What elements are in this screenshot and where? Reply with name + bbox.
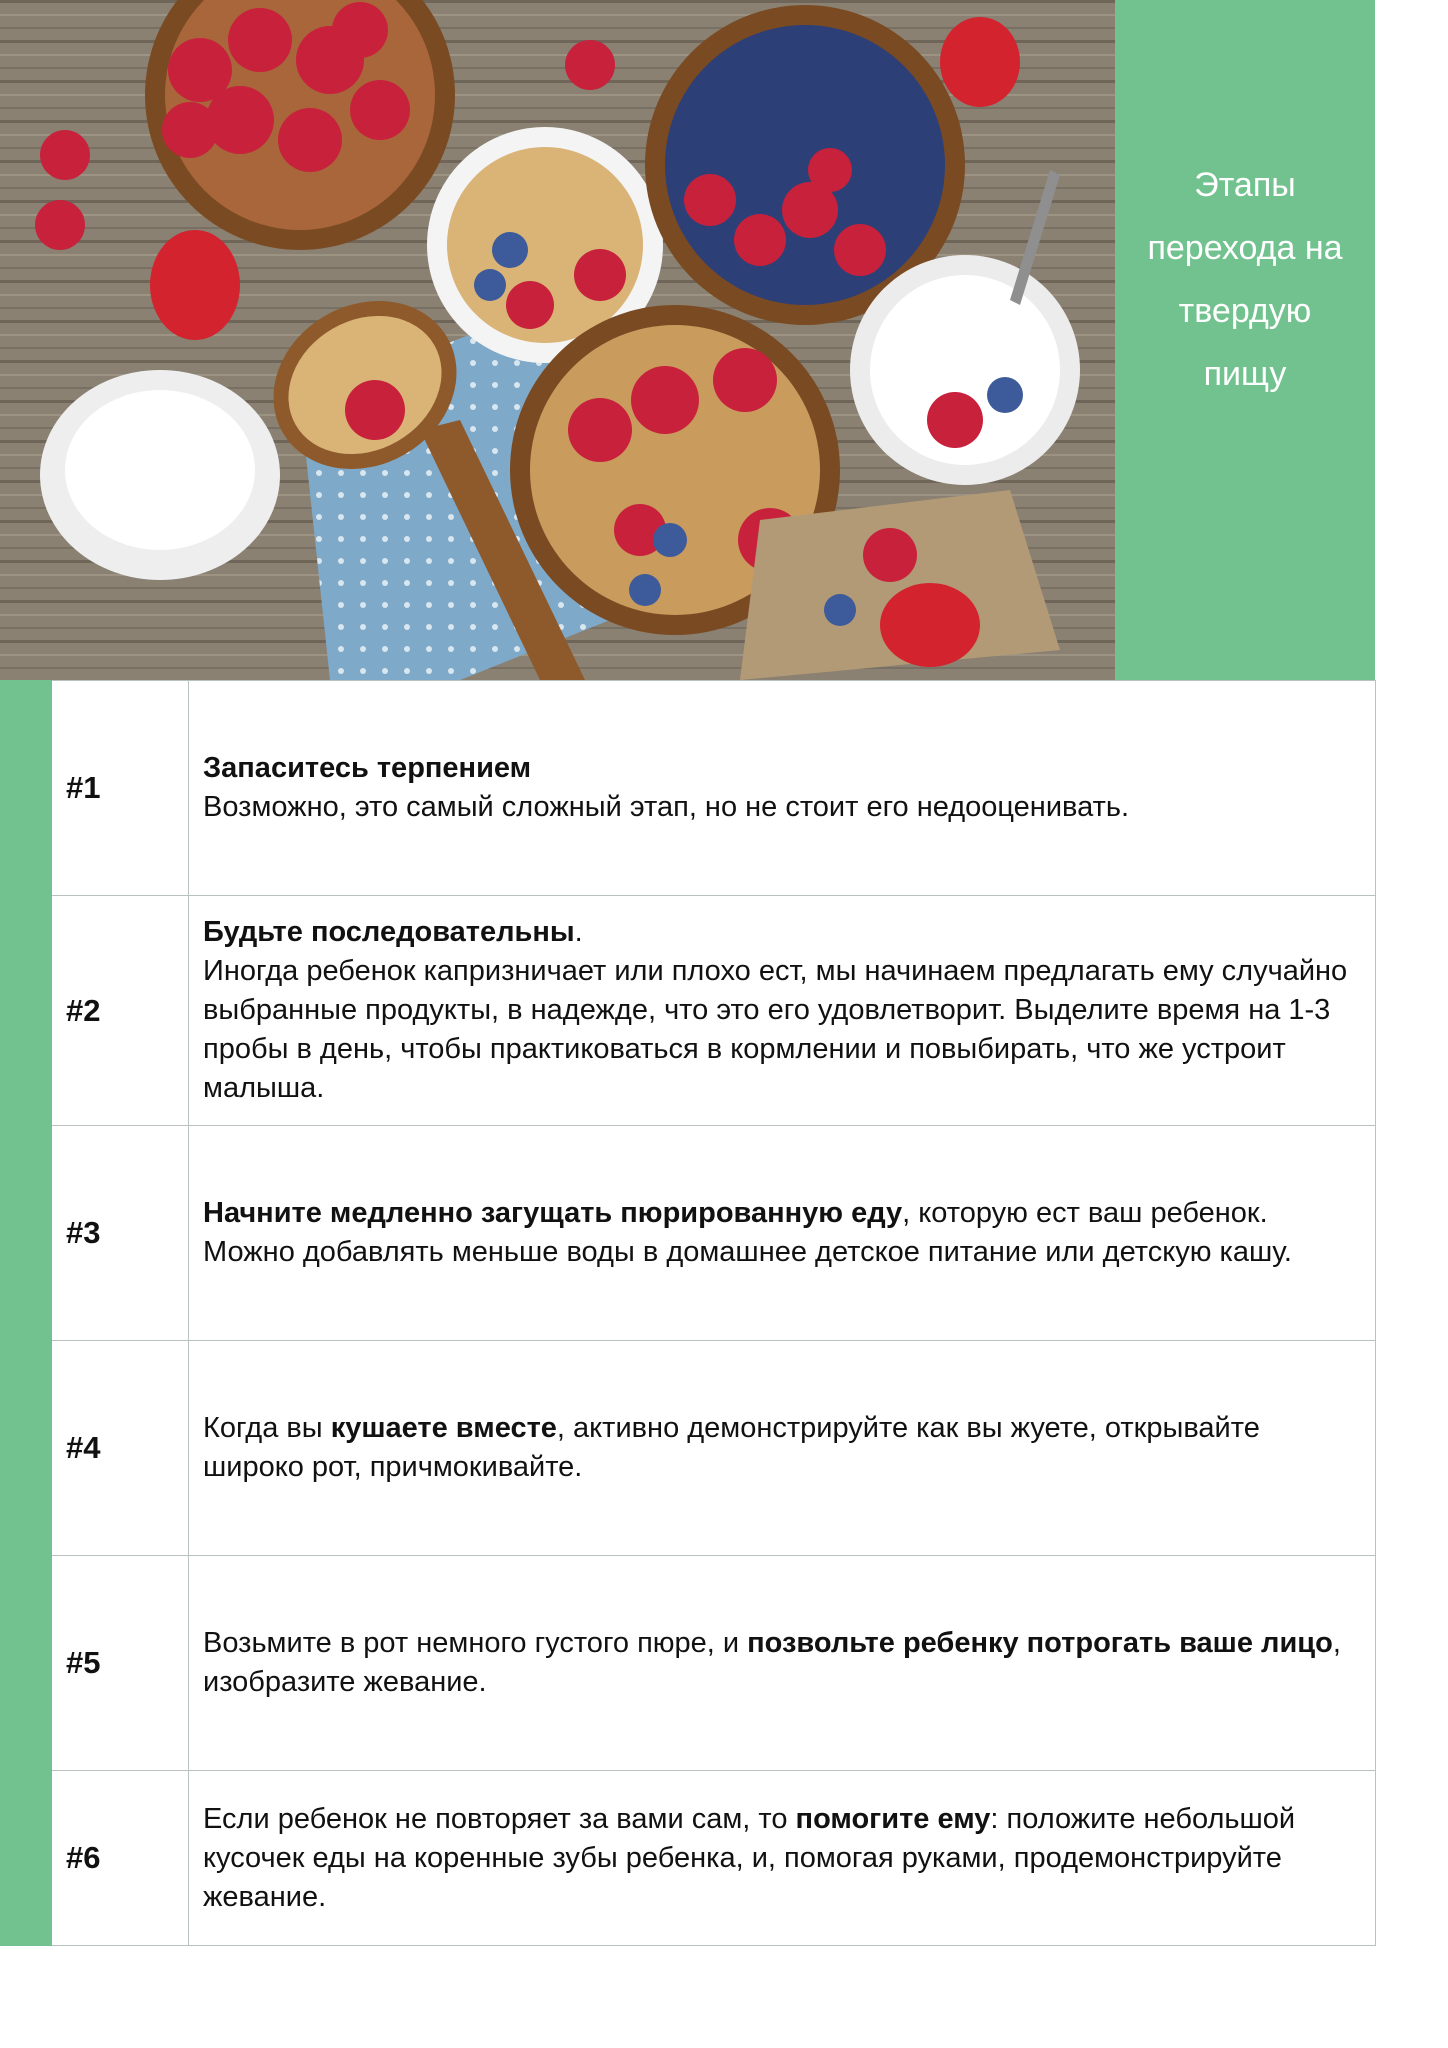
step-row [1, 681, 1376, 896]
step-highlight: Будьте последовательны [203, 916, 575, 948]
step-text: Возьмите в рот немного густого пюре, и позвольте ребенку потрогать ваше лицо, изобразите жевание. [189, 1556, 1376, 1771]
step-highlight: Запаситесь терпением [203, 752, 532, 784]
title-panel [1115, 0, 1375, 680]
title-line: пищу [1203, 355, 1287, 393]
title-line: перехода на [1147, 229, 1343, 267]
steps-table [0, 680, 1376, 1946]
accent-bar [1, 896, 52, 1126]
step-row [1, 1556, 1376, 1771]
step-description: Возможно, это самый сложный этап, но не стоит его недооценивать. [203, 791, 1130, 823]
step-highlight: Начните медленно загущать пюрированную еду [203, 1197, 903, 1229]
step-number: #2 [52, 896, 189, 1126]
crispbread [740, 490, 1060, 680]
step-text: Будьте последовательны. Иногда ребенок капризничает или плохо ест, мы начинаем предлагать ему случайно выбранные продукты, в надежде, что это его удовлетворит. Выделите время на 1-3 пробы в день, чтобы практиковаться в кормлении и повыбирать, что же устроит малыша. [189, 896, 1376, 1126]
step-text: Начните медленно загущать пюрированную еду, которую ест ваш ребенок. Можно добавлять меньше воды в домашнее детское питание или детскую кашу. [189, 1126, 1376, 1341]
milk-jug [40, 370, 280, 580]
step-highlight: кушаете вместе [330, 1412, 557, 1444]
step-text: Если ребенок не повторяет за вами сам, то помогите ему: положите небольшой кусочек еды на коренные зубы ребенка, и, помогая руками, продемонстрируйте жевание. [189, 1771, 1376, 1946]
step-number: #1 [52, 681, 189, 896]
step-highlight: позвольте ребенку потрогать ваше лицо [747, 1627, 1333, 1659]
step-description: Иногда ребенок капризничает или плохо ест, мы начинаем предлагать ему случайно выбранные продукты, в надежде, что это его удовлетворит. Выделите время на 1-3 пробы в день, чтобы практиковаться в кормлении и повыбирать, что же устроит малыша. [203, 955, 1348, 1104]
page-title [1130, 154, 1360, 406]
step-number: #5 [52, 1556, 189, 1771]
step-highlight: помогите ему [795, 1802, 991, 1835]
accent-bar [1, 1556, 52, 1771]
accent-bar [1, 1771, 52, 1946]
title-line: твердую [1178, 292, 1312, 330]
step-number: #6 [52, 1771, 189, 1946]
step-row [1, 1771, 1376, 1946]
accent-bar [1, 681, 52, 896]
hero-image [0, 0, 1115, 680]
step-text: Когда вы кушаете вместе, активно демонстрируйте как вы жуете, открывайте широко рот, причмокивайте. [189, 1341, 1376, 1556]
step-row [1, 1341, 1376, 1556]
step-number: #3 [52, 1126, 189, 1341]
accent-bar [1, 1126, 52, 1341]
step-row [1, 896, 1376, 1126]
step-number: #4 [52, 1341, 189, 1556]
accent-bar [1, 1341, 52, 1556]
title-line: Этапы [1194, 166, 1296, 204]
step-row [1, 1126, 1376, 1341]
breakfast-photo [0, 0, 1115, 680]
step-text [189, 681, 1376, 896]
